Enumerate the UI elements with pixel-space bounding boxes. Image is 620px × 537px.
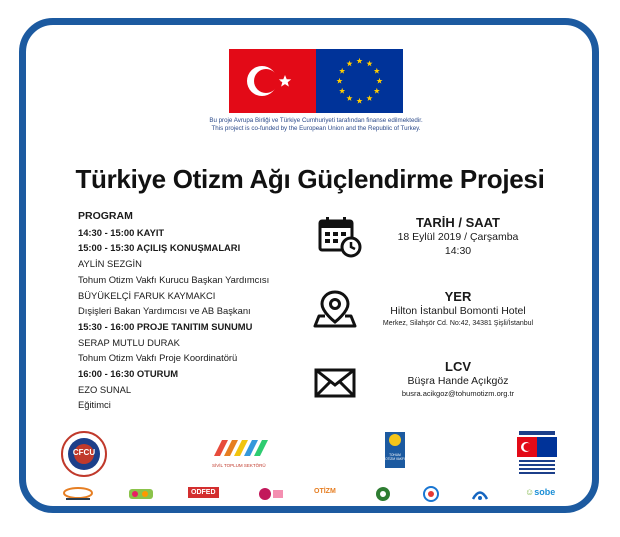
eu-star-icon <box>376 78 382 84</box>
funding-note <box>150 117 482 133</box>
eu-star-icon <box>366 60 372 66</box>
program-row: Dışişleri Bakan Yardımcısı ve AB Başkanı <box>78 305 251 317</box>
program-row: AYLİN SEZGİN <box>78 258 142 270</box>
eu-star-icon <box>339 88 345 94</box>
rsvp-name: Büşra Hande Açıkgöz <box>407 375 509 387</box>
eu-star-icon <box>346 95 352 101</box>
eu-flag-icon <box>316 49 403 113</box>
program-row: Tohum Otizm Vakfı Proje Koordinatörü <box>78 352 238 364</box>
ministry-logo <box>515 429 559 484</box>
venue-address: Merkez, Silahşör Cd. No:42, 34381 Şişli/İstanbul <box>382 320 534 327</box>
partner-logo-2 <box>127 486 155 507</box>
stk-logo <box>212 438 282 468</box>
odfed-logo: ODFED <box>188 487 219 498</box>
page-title: Türkiye Otizm Ağı Güçlendirme Projesi <box>75 164 545 194</box>
tohum-logo <box>385 432 405 468</box>
flags <box>229 49 403 113</box>
envelope-icon <box>314 368 356 403</box>
date-block <box>378 215 538 258</box>
stk-label: SİVİL TOPLUM SEKTÖRÜ <box>212 463 266 468</box>
venue-name: Hilton İstanbul Bomonti Hotel <box>390 305 526 317</box>
partner-logo-1 <box>62 487 94 506</box>
eu-star-icon <box>339 68 345 74</box>
venue-heading: YER <box>444 289 472 304</box>
date-day: 18 Eylül 2019 / Çarşamba <box>397 231 519 243</box>
program-row: Eğitimci <box>78 399 111 411</box>
partner-logo-4 <box>257 486 285 507</box>
eu-star-icon <box>346 60 352 66</box>
turkey-flag-icon <box>229 49 316 113</box>
program-heading: PROGRAM <box>78 210 133 222</box>
partner-logo-8 <box>470 486 490 507</box>
tohum-label: TOHUM OTİZM VAKFI <box>385 453 405 461</box>
eu-star-icon <box>374 68 380 74</box>
program-row: EZO SUNAL <box>78 383 132 395</box>
program-section <box>78 209 318 413</box>
eu-star-icon <box>374 88 380 94</box>
eu-star-icon <box>366 95 372 101</box>
sobe-logo: ☺sobe <box>525 487 556 497</box>
eu-star-icon <box>356 98 362 104</box>
partner-logo-6 <box>374 486 392 507</box>
program-row: 14:30 - 15:00 KAYIT <box>78 226 165 238</box>
eu-star-icon <box>336 78 342 84</box>
rsvp-heading: LCV <box>445 359 471 374</box>
program-row: 16:00 - 16:30 OTURUM <box>78 368 179 380</box>
eu-star-icon <box>356 58 362 64</box>
sobe-label: sobe <box>534 487 556 497</box>
rsvp-email: busra.acikgoz@tohumotizm.org.tr <box>401 389 515 398</box>
otizm-logo: OTİZM <box>314 488 336 495</box>
rsvp-block <box>378 359 538 399</box>
program-row: 15:00 - 15:30 AÇILIŞ KONUŞMALARI <box>78 242 241 254</box>
program-row: SERAP MUTLU DURAK <box>78 336 180 348</box>
cfcu-label: CFCU <box>72 448 96 457</box>
partner-logo-7 <box>422 486 440 507</box>
funding-line-tr: Bu proje Avrupa Birliği ve Türkiye Cumhuriyeti tarafından finanse edilmektedir. <box>209 117 423 124</box>
date-heading: TARİH / SAAT <box>415 215 500 230</box>
date-time: 14:30 <box>444 245 472 257</box>
map-pin-icon <box>313 290 357 335</box>
cfcu-logo <box>60 430 108 483</box>
program-row: Tohum Otizm Vakfı Kurucu Başkan Yardımcısı <box>78 273 270 285</box>
program-row: 15:30 - 16:00 PROJE TANITIM SUNUMU <box>78 320 253 332</box>
venue-block <box>378 289 538 329</box>
program-row: BÜYÜKELÇİ FARUK KAYMAKCI <box>78 289 216 301</box>
calendar-icon <box>318 216 362 263</box>
funding-line-en: This project is co-funded by the European Union and the Republic of Turkey. <box>211 125 421 132</box>
